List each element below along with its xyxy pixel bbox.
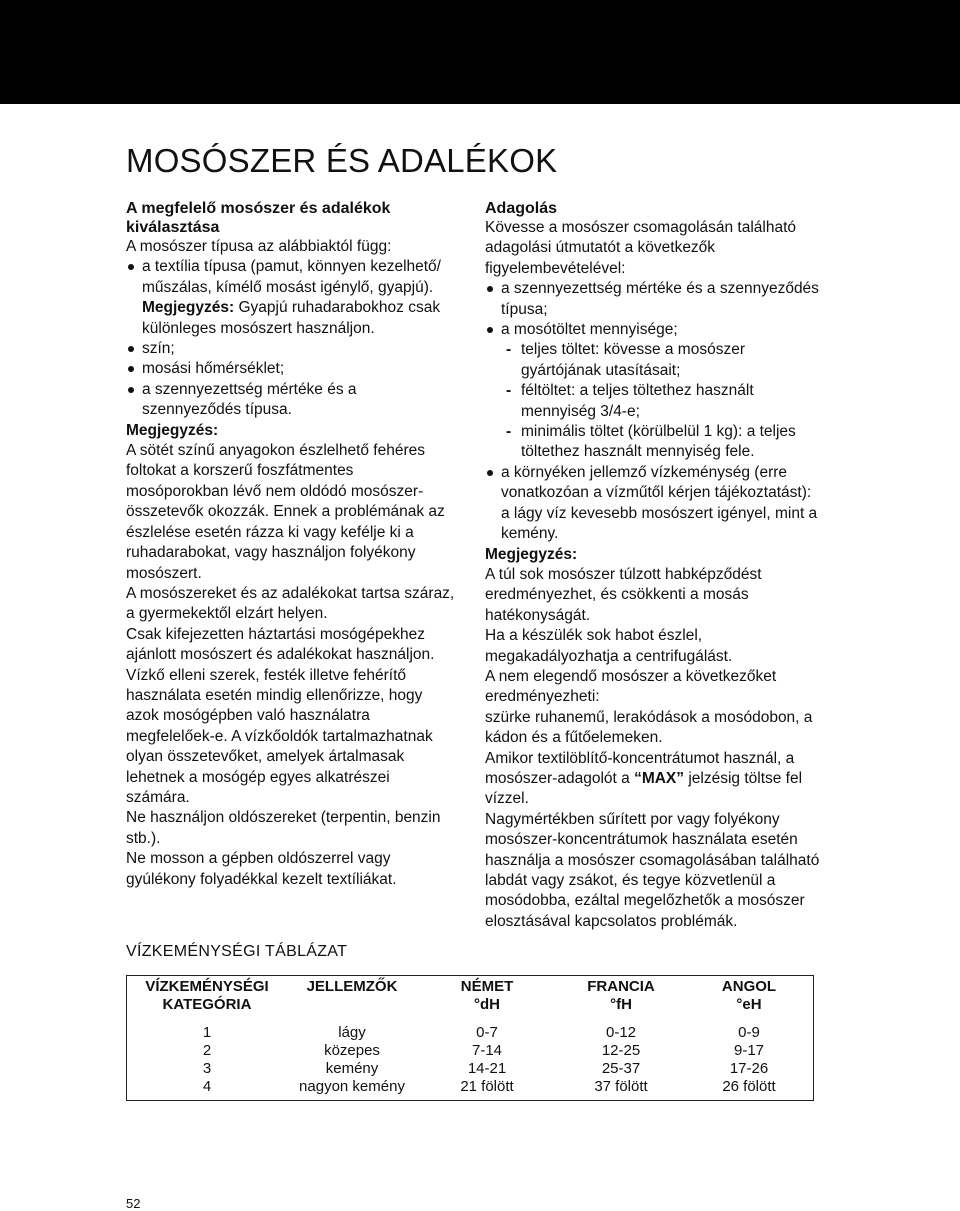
paragraph: Ne használjon oldószereket (terpentin, benzin stb.). [126, 809, 441, 847]
cell-category: 4 [202, 1078, 212, 1095]
list-item [485, 320, 820, 463]
paragraph: A sötét színű anyagokon észlelhető fehéres foltokat a korszerű foszfátmentes mosóporokban lévő nem oldódó mosószer-összetevők okozzák. Ennek a problémának az észlelése esetén rázza ki vagy kefélje ki a ruhadarabokat, vagy használjon folyékony mosószert. [126, 442, 445, 582]
list-item: szín; [126, 339, 456, 359]
factor-list [126, 257, 456, 420]
paragraph: A mosószereket és az adalékokat tartsa száraz, a gyermekektől elzárt helyen. [126, 584, 455, 623]
table-row [127, 1060, 814, 1078]
cell-french: 12-25 [601, 1042, 641, 1059]
cell-french: 0-12 [605, 1024, 637, 1041]
dosage-list [485, 279, 820, 544]
list-item: a környéken jellemző vízkeménység (erre vonatkozóan a vízműtől kérjen tájékoztatást): a lágy víz kevesebb mosószert igényel, mint a kemény. [485, 463, 820, 545]
cell-english: 26 fölött [722, 1078, 776, 1095]
right-column [485, 199, 820, 932]
page-title: MOSÓSZER ÉS ADALÉKOK [126, 142, 558, 179]
paragraph-text: Amikor textilöblítő-koncentrátumot használ, a mosószer-adagolót a [485, 749, 795, 787]
left-column [126, 199, 456, 890]
cell-characteristic: közepes [324, 1042, 380, 1059]
section-heading-dosage: Adagolás [485, 200, 558, 217]
cell-characteristic: kemény [325, 1060, 379, 1077]
cell-french: 37 fölött [594, 1078, 648, 1095]
hardness-table-title: VÍZKEMÉNYSÉGI TÁBLÁZAT [126, 943, 348, 960]
cell-german: 14-21 [467, 1060, 507, 1077]
bullet-text: a textília típusa (pamut, könnyen kezelhető/ műszálas, kímélő mosást igénylő, gyapjú). [142, 258, 441, 296]
cell-german: 0-7 [476, 1024, 498, 1041]
paragraph [485, 749, 820, 810]
section-heading-selection: A megfelelő mosószer és adalékok kiválasztása [126, 200, 391, 236]
hardness-table [126, 975, 814, 1101]
table-row [127, 1020, 814, 1042]
load-list [501, 340, 820, 462]
note-heading: Megjegyzés: [126, 421, 219, 439]
paragraph: Csak kifejezetten háztartási mosógépekhez ajánlott mosószert és adalékokat használjon. [126, 625, 435, 664]
table-row [127, 1042, 814, 1060]
list-item: a szennyezettség mértéke és a szennyeződés típusa. [126, 380, 456, 421]
cell-english: 9-17 [733, 1042, 765, 1059]
header-german: NÉMET °dH [460, 978, 514, 1013]
paragraph: Ha a készülék sok habot észlel, megakadályozhatja a centrifugálást. [485, 627, 733, 665]
cell-german: 21 fölött [460, 1078, 514, 1095]
note-heading: Megjegyzés: [485, 545, 578, 563]
note-text: Gyapjú ruhadarabokhoz csak különleges mosószert használjon. [142, 299, 441, 337]
list-item: a szennyezettség mértéke és a szennyeződés típusa; [485, 279, 820, 320]
table-row [127, 1078, 814, 1101]
paragraph: Ne mosson a gépben oldószerrel vagy gyúlékony folyadékkal kezelt textíliákat. [126, 850, 397, 888]
paragraph-text: jelzésig töltse fel vízzel. [485, 769, 803, 808]
dash-item: - féltöltet: a teljes töltethez használt mennyiség 3/4-e; [503, 381, 820, 422]
header-characteristics: JELLEMZŐK [306, 978, 398, 995]
dash-item: - minimális töltet (körülbelül 1 kg): a teljes töltethez használt mennyiség fele. [503, 422, 820, 463]
top-black-bar [0, 0, 960, 104]
note-label: Megjegyzés: [142, 299, 235, 317]
cell-category: 3 [202, 1060, 212, 1077]
paragraph: Vízkő elleni szerek, festék illetve fehérítő használata esetén mindig ellenőrizze, hogy azok mosógépben való használatra megfelelőek-e. A vízkőoldók tartalmazhatnak olyan összetevőket, amelyek ártalmasak lehetnek a mosógép egyes alkatrészei számára. [126, 666, 433, 806]
paragraph: szürke ruhanemű, lerakódások a mosódobon, a kádon és a fűtőelemeken. [485, 708, 813, 747]
bullet-text: a mosótöltet mennyisége; [501, 321, 678, 339]
cell-english: 0-9 [738, 1024, 760, 1041]
cell-category: 2 [202, 1042, 212, 1059]
list-item: mosási hőmérséklet; [126, 359, 456, 379]
table-header-row [127, 976, 814, 1021]
intro-text: Kövesse a mosószer csomagolásán található adagolási útmutatót a következők figyelembevételével: [485, 219, 797, 277]
header-french: FRANCIA °fH [587, 978, 655, 1013]
max-label: “MAX” [634, 769, 685, 787]
header-english: ANGOL °eH [721, 978, 777, 1013]
cell-category: 1 [202, 1024, 212, 1041]
cell-german: 7-14 [471, 1042, 503, 1059]
paragraph: Nagymértékben sűrített por vagy folyékony mosószer-koncentrátumok használata esetén használja a mosószer csomagolásában található labdát vagy zsákot, és tegye közvetlenül a mosódobba, ezáltal megelőzhetők a mosószer elosztásával kapcsolatos problémák. [485, 810, 820, 930]
cell-characteristic: nagyon kemény [299, 1078, 405, 1095]
page-number: 52 [126, 1196, 141, 1211]
cell-characteristic: lágy [338, 1024, 366, 1041]
dash-item: - teljes töltet: kövesse a mosószer gyártójának utasításait; [503, 340, 820, 381]
header-category: VÍZKEMÉNYSÉGI KATEGÓRIA [145, 978, 269, 1013]
cell-english: 17-26 [729, 1060, 769, 1077]
paragraph: A túl sok mosószer túlzott habképződést eredményezhet, és csökkenti a mosás hatékonyságát. [485, 565, 762, 624]
list-item [126, 257, 456, 339]
paragraph: A nem elegendő mosószer a következőket eredményezheti: [485, 667, 777, 706]
cell-french: 25-37 [601, 1060, 641, 1077]
intro-text: A mosószer típusa az alábbiaktól függ: [126, 238, 392, 255]
